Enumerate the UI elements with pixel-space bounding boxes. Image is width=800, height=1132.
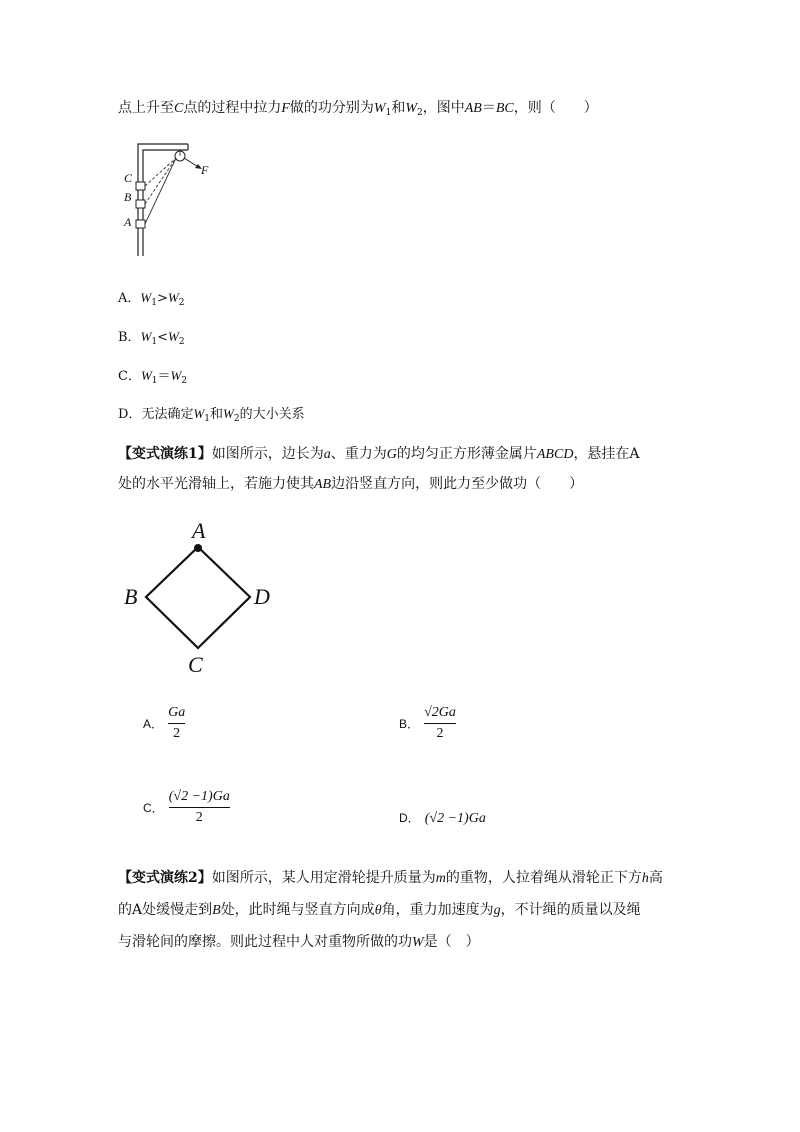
option-letter: A． [143, 717, 164, 731]
label-C: C [188, 652, 203, 677]
var-m: m [435, 871, 446, 886]
var-W1: W [193, 406, 205, 421]
var-C: C [174, 101, 184, 116]
label-F: F [201, 163, 209, 177]
fraction [169, 788, 230, 827]
rope-A [145, 158, 176, 224]
q1-stem-line1 [118, 444, 640, 465]
q1-option-d[interactable] [399, 807, 486, 827]
q2-text: 的A处缓慢走到 [118, 902, 213, 918]
q0-stem-text: 和 [391, 100, 406, 116]
q0-stem [118, 98, 598, 123]
var-G: G [386, 447, 397, 462]
fraction [168, 704, 185, 743]
var-W1: W [140, 290, 152, 305]
var-W2: W [167, 290, 179, 305]
pivot-dot-icon [194, 544, 202, 552]
q1-option-b[interactable] [399, 704, 456, 743]
option-letter: A． [118, 291, 141, 306]
q0-option-a[interactable] [118, 287, 184, 308]
option-letter: B． [118, 330, 141, 345]
q1-text: 、重力为 [330, 446, 387, 462]
label-C: C [124, 171, 133, 185]
fraction-bar [424, 723, 456, 724]
q1-text: 边沿竖直方向，则此力至少做功（ ） [331, 476, 584, 492]
ring-C [136, 182, 145, 190]
frame-inner [143, 150, 188, 256]
subscript: 1 [204, 414, 211, 424]
var-F: F [281, 101, 290, 116]
var-theta: θ [374, 903, 382, 918]
q0-figure [118, 138, 228, 258]
label-B: B [124, 190, 132, 204]
q0-option-c[interactable] [118, 365, 187, 386]
var-W1: W [140, 329, 152, 344]
q1-square-figure [140, 540, 260, 660]
ring-B [136, 200, 145, 208]
q1-text: ，悬挂在A [573, 446, 640, 462]
var-g: g [493, 903, 501, 918]
q0-option-b[interactable] [118, 326, 185, 347]
option-text: 无法确定 [141, 407, 194, 422]
exercise-tag: 【变式演练1】 [118, 446, 212, 462]
fraction-bar [168, 723, 185, 724]
option-text: 和 [210, 407, 224, 422]
q2-stem-line1 [118, 868, 663, 889]
var-W: W [412, 935, 424, 950]
var-ABCD: ABCD [536, 447, 574, 462]
denominator: 2 [195, 810, 203, 825]
relation: < [157, 330, 169, 345]
q0-stem-text: 点的过程中拉力 [183, 100, 282, 116]
q1-text: 处的水平光滑轴上，若施力使其 [118, 476, 314, 492]
subscript: 2 [178, 298, 185, 308]
option-text: 的大小关系 [239, 407, 305, 422]
q1-option-c[interactable] [143, 788, 230, 827]
q2-stem-line2 [118, 900, 641, 921]
var-W2: W [170, 368, 182, 383]
option-letter: B． [399, 717, 420, 731]
relation: ＝ [157, 369, 171, 384]
subscript: 2 [233, 414, 240, 424]
label-B: B [124, 584, 138, 609]
denominator: 2 [173, 726, 181, 741]
option-expression: (√2 −1)Ga [424, 811, 486, 826]
numerator: (√2 −1)Ga [168, 789, 230, 804]
q2-text: 高 [648, 870, 663, 886]
option-letter: D． [399, 811, 420, 825]
q0-stem-text: ，图中 [422, 100, 465, 116]
var-W1: W [373, 101, 386, 116]
label-A: A [124, 215, 132, 229]
fraction [424, 704, 456, 743]
option-letter: C． [143, 801, 164, 815]
q2-text: 处，此时绳与竖直方向成 [220, 902, 375, 918]
q2-text: 是（ ） [423, 934, 480, 950]
denominator: 2 [436, 726, 444, 741]
square-plate [146, 547, 250, 648]
equals-sign: ＝ [481, 100, 496, 116]
q1-text: 的均匀正方形薄金属片 [396, 446, 537, 462]
numerator: √2Ga [424, 705, 456, 720]
q1-option-a[interactable] [143, 704, 185, 743]
subscript: 1 [151, 337, 158, 347]
var-AB: AB [464, 101, 482, 116]
ring-A [136, 220, 145, 228]
var-W1: W [140, 368, 152, 383]
q2-text: ，不计绳的质量以及绳 [500, 902, 641, 918]
var-W2: W [223, 406, 234, 421]
fraction-bar [169, 807, 230, 808]
var-W2: W [168, 329, 179, 344]
subscript: 1 [151, 376, 158, 386]
q2-stem-line3 [118, 932, 480, 953]
label-A: A [192, 518, 206, 543]
q1-text: 如图所示，边长为 [211, 446, 324, 462]
q2-text: 与滑轮间的摩擦。则此过程中人对重物所做的功 [118, 934, 412, 950]
var-a: a [323, 447, 331, 462]
rope-B [145, 158, 176, 204]
subscript: 2 [181, 376, 188, 386]
var-B: B [212, 903, 221, 918]
subscript: 2 [416, 108, 423, 118]
numerator: Ga [168, 705, 186, 720]
var-h: h [641, 871, 649, 886]
q2-text: 角，重力加速度为 [381, 902, 494, 918]
subscript: 2 [178, 337, 185, 347]
option-letter: C． [118, 369, 141, 384]
q0-option-d[interactable] [118, 403, 305, 424]
q0-stem-text: 做的功分别为 [289, 100, 374, 116]
q0-stem-text: ，则（ ） [513, 100, 598, 116]
subscript: 1 [151, 298, 157, 308]
exercise-tag: 【变式演练2】 [118, 870, 212, 886]
subscript: 1 [385, 108, 392, 118]
var-AB: AB [314, 477, 332, 492]
var-BC: BC [495, 101, 514, 116]
q2-text: 如图所示，某人用定滑轮提升质量为 [211, 870, 436, 886]
label-D: D [254, 584, 270, 609]
q1-stem-line2 [118, 474, 583, 495]
var-W2: W [405, 101, 417, 116]
q2-text: 的重物，人拉着绳从滑轮正下方 [445, 870, 642, 886]
relation: > [156, 291, 168, 306]
q0-stem-text: 点上升至 [118, 100, 174, 116]
option-letter: D． [118, 407, 142, 422]
